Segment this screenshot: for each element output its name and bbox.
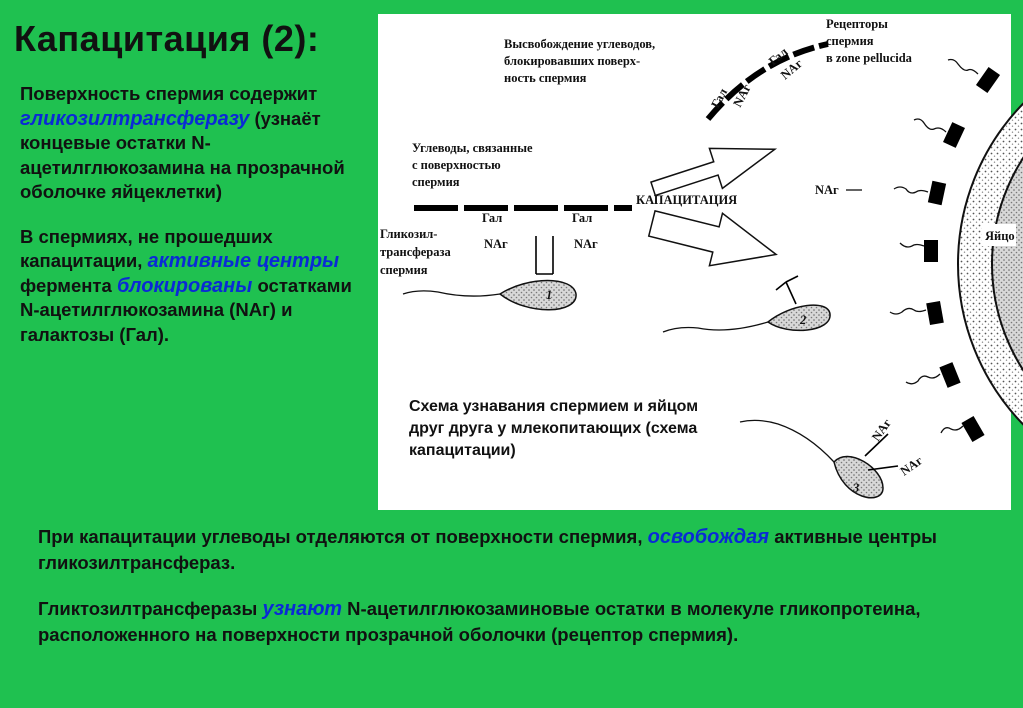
transferase-text-2: трансфераза [380,245,451,259]
bound-text-1: Углеводы, связанные [412,141,533,155]
transferase-text-3: спермия [380,263,428,277]
released-nag-1: NAг [730,81,754,110]
sperm-3 [740,416,925,498]
sperm-2 [663,276,830,332]
nag-receptor-label: NAг [815,183,839,197]
text-run: (узнаёт концевые остатки N-ацетилглюкозамина на прозрачной оболочке яйцеклетки) [20,107,345,202]
egg-label: Яйцо [985,229,1015,243]
emphasis-glycosyltransferase: гликозилтрансферазу [20,107,250,130]
left-paragraph-1 [20,82,365,205]
released-gal-1: Гал [708,85,731,111]
text-run: Гликтозилтрансферазы [38,598,263,619]
emphasis-active-centers: активные центры [147,250,340,272]
bottom-description [38,524,1008,648]
text-run: остатками N-ацетилглюкозамина (NАг) и галактозы (Гал). [20,274,352,345]
text-run: активные центры гликозилтрансфераз. [38,526,937,573]
text-run: N-ацетилглюкозаминовые остатки в молекуле гликопротеина, расположенного на поверхности прозрачной оболочки (рецептор спермия). [38,598,921,645]
left-description [20,82,365,347]
receptors-text-3: в zone pellucida [826,51,912,65]
released-gal-2: Гал [765,44,791,69]
bound-gal-1: Гал [482,211,503,225]
release-text-3: ность спермия [504,71,587,85]
figure-caption: Схема узнавания спермием и яйцом друг друга у млекопитающих (схема капацитации) [409,398,699,459]
sperm-number-1: 1 [546,288,553,302]
bound-nag-1: NAг [484,237,508,251]
emphasis-blocked: блокированы [116,274,253,297]
sperm-3-nag-2: NAг [897,453,926,479]
sperm-number-2: 2 [800,313,807,327]
capacitation-figure [378,14,1015,510]
bound-text-3: спермия [412,175,460,189]
sperm-number-3: 3 [853,481,860,495]
receptors-text-1: Рецепторы [826,17,888,31]
emphasis-recognize: узнают [262,598,343,620]
release-text-2: блокировавших поверх- [504,54,641,68]
bound-gal-2: Гал [572,211,593,225]
bound-nag-2: NAг [574,237,598,251]
released-carbohydrate [708,44,828,119]
bound-carbohydrate [414,208,632,274]
transferase-text-1: Гликозил- [380,227,438,241]
sperm-1 [403,281,576,310]
text-run: В спермиях, не прошедших капацитации, [20,225,273,271]
bottom-paragraph-2 [38,596,1008,648]
emphasis-releasing: освобождая [647,526,770,548]
bound-text-2: с поверхностью [412,158,501,172]
capacitation-label: КАПАЦИТАЦИЯ [636,193,738,207]
receptors-text-2: спермия [826,34,874,48]
bottom-paragraph-1 [38,524,1008,576]
released-nag-2: NAг [777,56,806,83]
page-title: Капацитация (2): [14,18,320,59]
text-run: фермента [20,274,117,296]
text-run: При капацитации углеводы отделяются от поверхности спермия, [38,526,648,547]
text-run: Поверхность спермия содержит [20,83,318,104]
release-text-1: Высвобождение углеводов, [504,37,656,51]
left-paragraph-2 [20,225,365,348]
sperm-3-nag-1: NAг [868,416,895,444]
